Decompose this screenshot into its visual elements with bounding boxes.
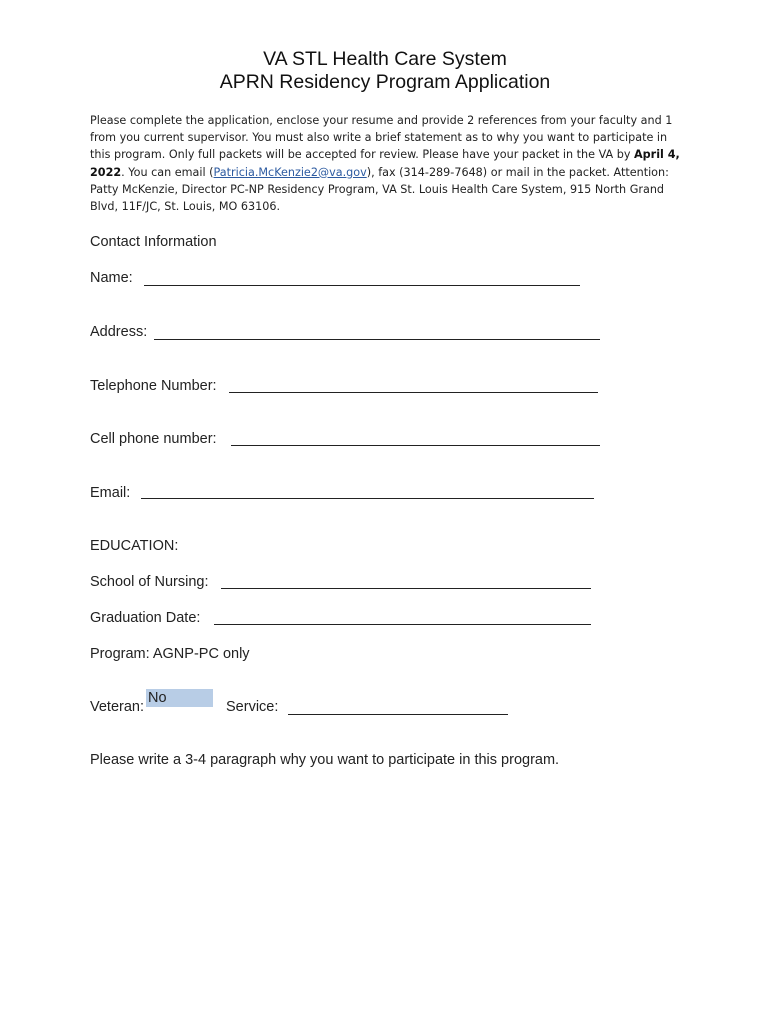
document-subtitle: APRN Residency Program Application <box>219 71 551 93</box>
instructions-text: ), fax (314-289-7648) or mail in the packet. Attention: Patty McKenzie, Director PC-NP Residency Program, VA St. Louis Health Care System, 915 North Grand Blvd, 11F/JC, St. Louis, MO 63106. <box>90 165 669 214</box>
email-link[interactable]: Patricia.McKenzie2@va.gov <box>213 165 367 179</box>
deadline-date: April 4, 2022 <box>90 148 680 179</box>
name-label: Name: <box>90 270 133 286</box>
school-of-nursing-label: School of Nursing: <box>90 574 209 590</box>
instructions-paragraph <box>90 112 680 215</box>
cell-phone-label: Cell phone number: <box>90 431 217 447</box>
name-field[interactable] <box>144 285 580 286</box>
education-heading: EDUCATION: <box>90 538 179 554</box>
address-field[interactable] <box>154 339 600 340</box>
cell-phone-field[interactable] <box>231 445 600 446</box>
school-of-nursing-field[interactable] <box>221 588 591 589</box>
service-label: Service: <box>226 699 279 715</box>
instructions-text: . You can email ( <box>121 165 214 179</box>
telephone-label: Telephone Number: <box>90 378 217 394</box>
contact-information-heading: Contact Information <box>90 234 217 250</box>
email-label: Email: <box>90 485 131 501</box>
instructions-text: Please complete the application, enclose your resume and provide 2 references from your faculty and 1 from you current supervisor. You must also write a brief statement as to why you want to participate in this program. Only full packets will be accepted for review. Please have your packet in the VA by <box>90 114 673 162</box>
program-label: Program: AGNP-PC only <box>90 646 250 662</box>
graduation-date-label: Graduation Date: <box>90 610 201 626</box>
paragraph-prompt: Please write a 3-4 paragraph why you want to participate in this program. <box>90 752 560 768</box>
document-title: VA STL Health Care System <box>263 48 507 70</box>
telephone-field[interactable] <box>229 392 598 393</box>
address-label: Address: <box>90 324 148 340</box>
service-field[interactable] <box>288 714 508 715</box>
email-field[interactable] <box>141 498 594 499</box>
veteran-dropdown[interactable]: No <box>146 689 213 707</box>
veteran-label: Veteran: <box>90 699 145 715</box>
graduation-date-field[interactable] <box>214 624 591 625</box>
